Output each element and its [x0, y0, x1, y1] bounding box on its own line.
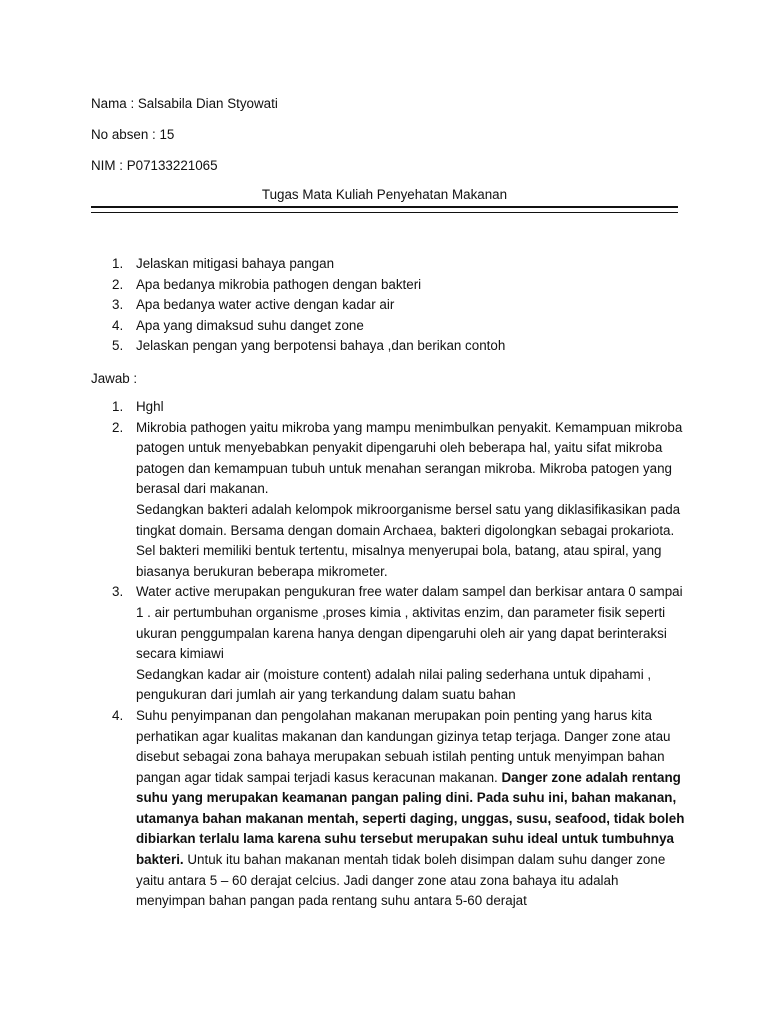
answer-paragraph: Sedangkan bakteri adalah kelompok mikroorganisme bersel satu yang diklasifikasikan pada tingkat domain. Bersama dengan domain Archaea, bakteri digolongkan sebagai prokariota. Sel bakteri memiliki bentuk tertentu, misalnya menyerupai bola, batang, atau spiral, yang biasanya berukuran beberapa mikrometer. [136, 501, 681, 579]
question-number: 4. [112, 317, 124, 333]
answer-paragraph: Mikrobia pathogen yaitu mikroba yang mampu menimbulkan penyakit. Kemampuan mikroba patogen untuk menyebabkan penyakit dipengaruhi oleh beberapa hal, yaitu sifat mikroba patogen dan kemampuan tubuh untuk menahan serangan mikroba. Mikroba patogen yang berasal dari makanan. [136, 419, 683, 497]
question-item [91, 336, 678, 357]
question-item [91, 275, 678, 296]
question-text: Jelaskan pengan yang berpotensi bahaya ,dan berikan contoh [136, 338, 506, 354]
answer-paragraph: Sedangkan kadar air (moisture content) adalah nilai paling sederhana untuk dipahami , pengukuran dari jumlah air yang terkandung dalam suatu bahan [136, 666, 652, 703]
answer-text: Hghl [136, 399, 164, 414]
absence-number: No absen : 15 [91, 127, 175, 142]
answer-number: 1. [112, 399, 124, 414]
answer-list [91, 397, 691, 912]
answer-text-bold: Danger zone adalah rentang suhu yang merupakan keamanan pangan paling dini. Pada suhu ini, bahan makanan, utamanya bahan makanan mentah, seperti daging, unggas, susu, seafood, tidak boleh dibiarkan terlalu lama karena suhu tersebut merupakan suhu ideal untuk tumbuhnya bakteri. [136, 769, 685, 868]
answer-item [91, 418, 691, 583]
question-item [91, 254, 678, 275]
question-text: Jelaskan mitigasi bahaya pangan [136, 256, 335, 271]
question-text: Apa bedanya water active dengan kadar air [136, 297, 395, 313]
question-number: 3. [112, 297, 124, 313]
answer-item [91, 397, 691, 418]
question-item [91, 316, 678, 337]
question-list [91, 254, 678, 357]
title-divider-thick [91, 206, 678, 208]
answer-text-normal: Untuk itu bahan makanan mentah tidak boleh disimpan dalam suhu danger zone yaitu antara 5 – 60 derajat celcius. Jadi danger zone atau zona bahaya itu adalah menyimpan bahan pangan pada rentang suhu antara 5-60 derajat [136, 852, 666, 909]
question-number: 1. [112, 256, 124, 271]
student-nim: NIM : P07133221065 [91, 158, 218, 173]
assignment-title: Tugas Mata Kuliah Penyehatan Makanan [261, 187, 508, 202]
title-divider-thin [91, 212, 678, 213]
question-text: Apa bedanya mikrobia pathogen dengan bakteri [136, 276, 422, 292]
answer-item [91, 706, 691, 912]
question-number: 5. [112, 338, 124, 354]
answer-text-normal: Suhu penyimpanan dan pengolahan makanan merupakan poin penting yang harus kita perhatikan agar kualitas makanan dan kandungan gizinya tetap terjaga. Danger zone atau disebut sebagai zona bahaya merupakan sebuah istilah penting untuk menyimpan bahan pangan agar tidak sampai terjadi kasus keracunan makanan. [136, 707, 671, 785]
answer-paragraph [136, 706, 691, 912]
answer-label: Jawab : [91, 371, 138, 386]
answer-number: 3. [112, 584, 124, 600]
question-text: Apa yang dimaksud suhu danget zone [136, 317, 364, 333]
question-item [91, 295, 678, 316]
answer-paragraph: Water active merupakan pengukuran free water dalam sampel dan berkisar antara 0 sampai 1 . air pertumbuhan organisme ,proses kimia , aktivitas enzim, dan parameter fisik seperti ukuran penggumpalan karena hanya dengan dipengaruhi oleh air yang dapat berinteraksi secara kimiawi [136, 584, 683, 662]
answer-number: 4. [112, 707, 124, 723]
answer-number: 2. [112, 419, 124, 435]
student-name: Nama : Salsabila Dian Styowati [91, 96, 278, 111]
answer-item [91, 582, 691, 706]
question-number: 2. [112, 276, 124, 292]
